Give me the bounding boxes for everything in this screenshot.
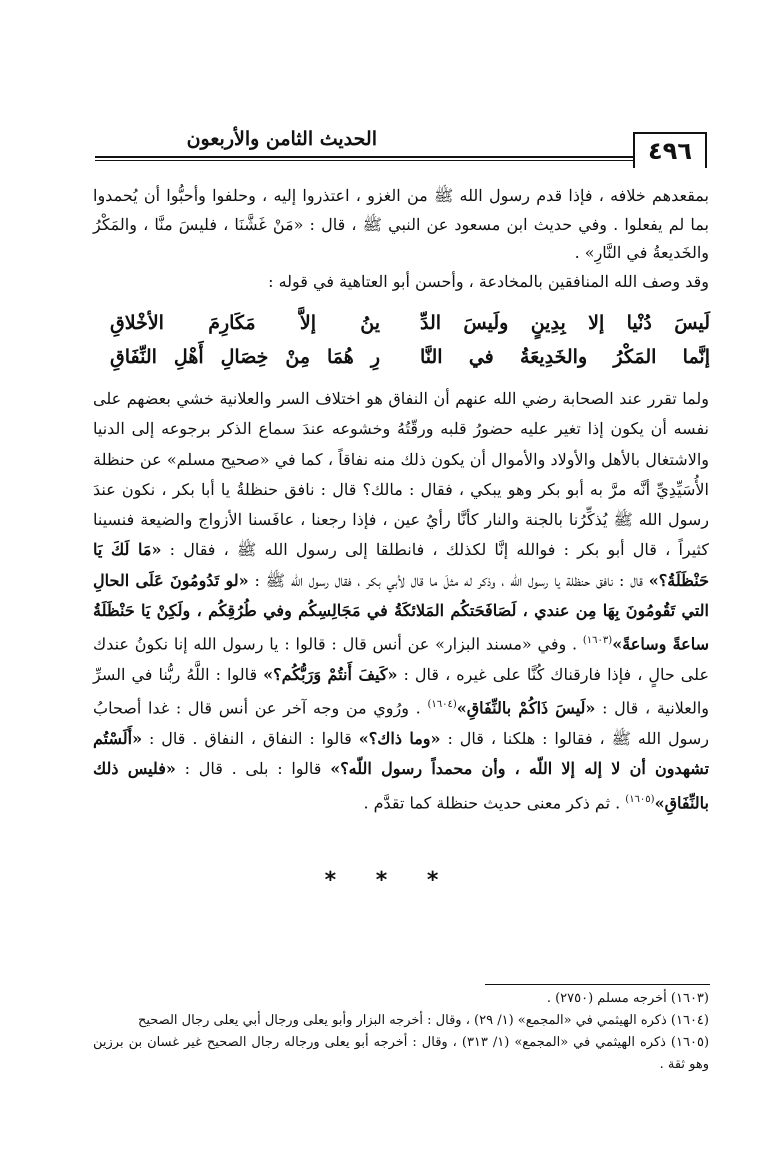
page-number: ٤٩٦ — [633, 132, 707, 168]
footnote-1604: (١٦٠٤) ذكره الهيثمي في «المجمع» (١/ ٢٩) ، وقال : أخرجه البزار وأبو يعلى ورجال أبي يعلى رجال الصحيح — [137, 1013, 709, 1028]
footnote-1603: (١٦٠٣) أخرجه مسلم (٢٧٥٠) . — [546, 991, 709, 1006]
header-rule — [95, 156, 633, 158]
poem-verses — [110, 312, 710, 380]
paragraph-1: بمقعدهم خلافه ، فإذا قدم رسول الله ﷺ من الغزو ، اعتذروا إليه ، وحلفوا وأحبُّوا أن يُحمدوا بما لم يفعلوا . وفي حديث ابن مسعود عن النبي ﷺ ، قال : «مَنْ غَشَّنَا ، فليسَ منَّا ، والمَكْرُ والخَديعةُ في النَّارِ» . — [93, 186, 709, 263]
paragraph-2: وقد وصف الله المنافقين بالمخادعة ، وأحسن أبو العتاهية في قوله : — [268, 271, 709, 291]
poem-line — [110, 346, 710, 380]
footnote-rule — [485, 984, 710, 985]
hadith-quote: «وما ذاك؟» — [358, 728, 441, 748]
header-rule-thin — [95, 160, 633, 161]
hadith-quote: «كَيفَ أَنتُمْ وَرَبُّكُم؟» — [263, 665, 398, 684]
poem-second-hemistich: ينُ إلاَّ مَكَارِمَ الأخْلاقِ — [110, 312, 380, 334]
main-text-hadith — [93, 384, 709, 818]
hadith-quote: «فليس ذلك بالنِّفَاقِ» — [93, 759, 709, 812]
text-run: . ورُوي من وجه آخر عن أنس قال : غدا أصحابُ رسول الله ﷺ ، فقالوا : هلكنا ، قال : — [93, 698, 709, 748]
section-separator: * * * — [324, 868, 455, 893]
chapter-title: الحديث الثامن والأربعون — [186, 128, 377, 150]
hadith-quote: «لو تَدُومُونَ عَلَى الحالِ التي تَقُومُونَ بِهَا مِن عندي ، لَصَافَحَتكُم المَلائكَةُ في مَجَالِسِكُم وفي طُرُقِكُم ، ولَكِنْ يَا حَنْظَلَةُ ساعةً وساعةً» — [93, 570, 710, 654]
poem-first-hemistich: إنَّما المَكْرُ والخَدِيعَةُ في النَّا — [420, 346, 710, 368]
text-run: . ثم ذكر معنى حديث حنظلة كما تقدَّم . — [363, 792, 621, 812]
text-run: . وفي «مسند البزار» عن أنس قال : قالوا : يا رسول الله إنا نكونُ عندك على حالٍ ، فإذا فارقناك كُنَّا على غيره ، قال : — [93, 634, 709, 684]
poem-second-hemistich: رِ هُمَا مِنْ خِصَالِ أَهْلِ النِّفَاقِ — [110, 346, 380, 368]
footnote-ref: (١٦٠٣) — [582, 635, 613, 647]
text-run: قالوا : اللَّهُ ربُّنا في السرِّ والعلانية ، قال : — [93, 665, 710, 718]
text-run: قالوا : بلى . قال : — [184, 759, 322, 779]
footnote-ref: (١٦٠٤) — [427, 699, 457, 711]
text-run: قالوا : النفاق ، النفاق . قال : — [149, 728, 352, 748]
footnote-1605: (١٦٠٥) ذكره الهيثمي في «المجمع» (١/ ٣١٣) ، وقال : أخرجه أبو يعلى ورجاله رجال الصحيح غير غسان بن برزين وهو ثقة . — [93, 1035, 710, 1072]
hadith-quote: «أَلَسْتُم تشهدون أن لا إله إلا اللّه ، وأن محمداً رسول اللّه؟» — [93, 728, 710, 779]
poem-line — [110, 312, 710, 346]
running-header — [95, 128, 707, 168]
text-run: قال : نافق حنظلة يا رسول الله ، وذكر له مثلَ ما قال لأبي بكر ، فقال رسول الله ﷺ : — [254, 570, 643, 590]
hadith-quote: «لَيسَ ذَاكُمْ بالنِّفَاقِ» — [456, 698, 596, 718]
footnotes — [93, 988, 709, 1076]
footnote-ref: (١٦٠٥) — [625, 793, 655, 805]
main-text-top — [93, 182, 709, 296]
poem-first-hemistich: لَيسَ دُنْيا إلا بِدِينٍ ولَيسَ الدِّ — [420, 312, 710, 334]
hadith-quote: «مَا لَكَ يَا حَنْظَلَةُ؟» — [93, 540, 710, 590]
text-run: ولما تقرر عند الصحابة رضي الله عنهم أن النفاق هو اختلاف السر والعلانية خشي بعضهم على نفسه أن يكون إذا تغير عليه حضورُ قلبه ورقّتُهُ وخشوعه عندَ سماع الذكر برجوعه إلى الدنيا والاشتغال بالأهل والأولاد والأموال أن يكون ذلك منه نفاقاً ، كما في «صحيح مسلم» عن حنظلة الأُسَيِّدِيِّ أنَّه مرَّ به أبو بكر وهو يبكي ، فقال : مالك؟ قال : نافق حنظلةُ يا أبا بكر ، نكون عندَ رسول الله ﷺ يُذكِّرُنا بالجنة والنار كأنَّا رأيُ عين ، فإذا رجعنا ، عافَسنا الأزواج والضيعة فنسينا كثيراً ، قال أبو بكر : فوالله إنَّا لكذلك ، فانطلقا إلى رسول الله ﷺ ، فقال : — [93, 389, 710, 560]
